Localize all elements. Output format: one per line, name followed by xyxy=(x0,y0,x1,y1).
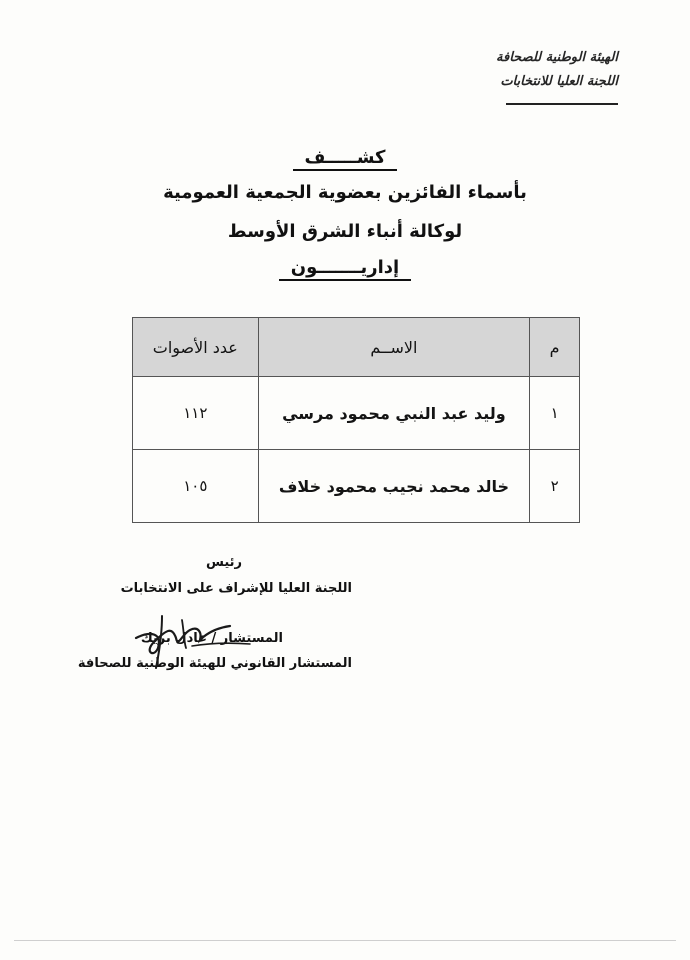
row-num: ٢ xyxy=(530,450,580,523)
scan-edge-line xyxy=(14,940,676,941)
header-stamp xyxy=(496,46,618,94)
org-name: الهيئة الوطنية للصحافة xyxy=(496,50,618,65)
row-votes: ١٠٥ xyxy=(133,450,259,523)
winners-table xyxy=(132,317,580,523)
header-underline xyxy=(506,103,618,105)
signatory-name: المستشار / عادل بريك xyxy=(140,631,283,646)
row-num: ١ xyxy=(530,377,580,450)
signatory-position: المستشار القانوني للهيئة الوطنية للصحافة xyxy=(77,656,352,671)
committee-full-name: اللجنة العليا للإشراف على الانتخابات xyxy=(120,581,352,596)
header-num: م xyxy=(530,318,580,377)
title-kashf: كشـــــف xyxy=(0,143,690,173)
committee-name: اللجنة العليا للانتخابات xyxy=(500,74,618,89)
table-row xyxy=(133,377,580,450)
row-name: خالد محمد نجيب محمود خلاف xyxy=(258,450,530,523)
row-name: وليد عبد النبي محمود مرسي xyxy=(258,377,530,450)
title-category: إداريـــــــون xyxy=(0,251,690,285)
table-row xyxy=(133,450,580,523)
title-agency: لوكالة أنباء الشرق الأوسط xyxy=(227,221,463,242)
table-header-row xyxy=(133,318,580,377)
header-votes: عدد الأصوات xyxy=(133,318,259,377)
title-winners: بأسماء الفائزين بعضوية الجمعية العمومية xyxy=(163,182,527,203)
handwritten-signature-icon xyxy=(132,608,262,678)
header-name: الاســم xyxy=(258,318,530,377)
title-block xyxy=(0,143,690,285)
row-votes: ١١٢ xyxy=(133,377,259,450)
chair-label: رئيس xyxy=(205,555,242,570)
